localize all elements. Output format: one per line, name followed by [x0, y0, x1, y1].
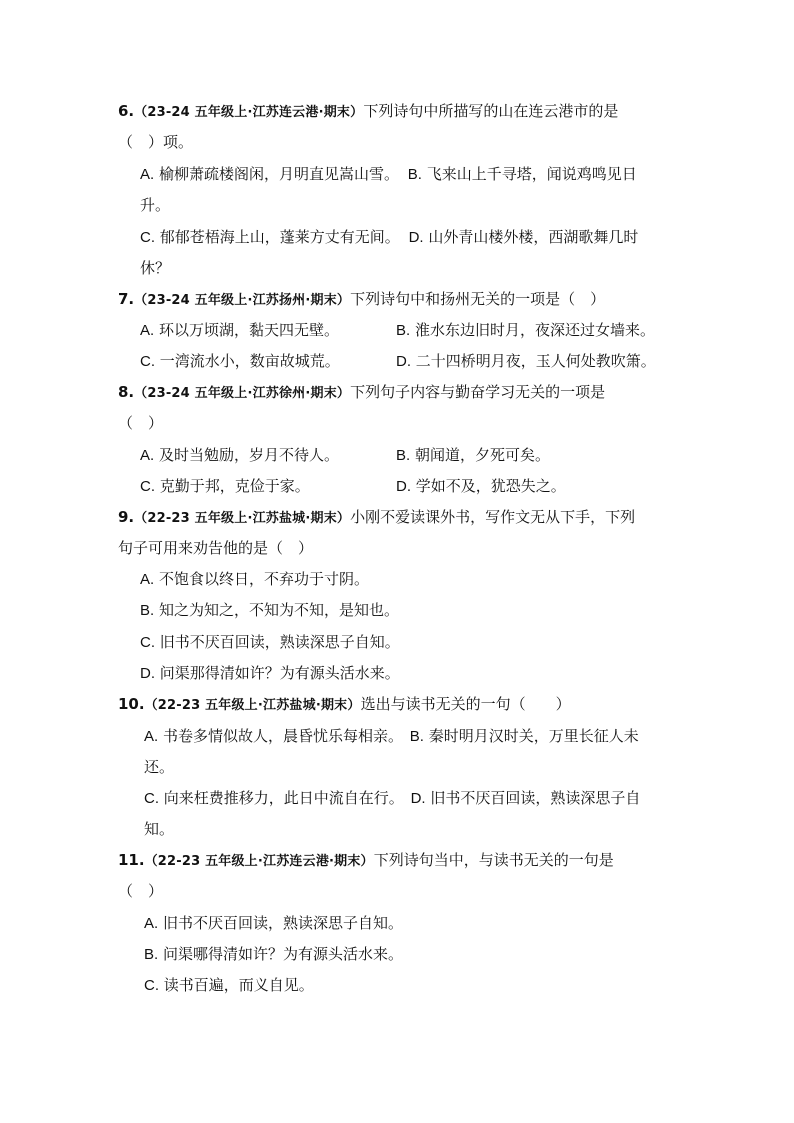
- option-label: C.: [144, 790, 159, 807]
- question-7-option-b: [396, 319, 655, 342]
- question-9-option-c: [140, 631, 400, 654]
- question-number: 10.: [118, 695, 145, 713]
- option-label: A.: [140, 447, 155, 464]
- question-number: 8.: [118, 383, 135, 401]
- question-6-options-wrap-2: [140, 257, 170, 279]
- option-text: 知。: [144, 820, 175, 838]
- question-10-options-row-2: [144, 787, 640, 810]
- option-text: 问渠哪得清如许？为有源头活水来。: [162, 945, 403, 963]
- option-text: 书卷多情似故人，晨昏忧乐每相亲。: [162, 727, 403, 745]
- question-8-options-row-2: [140, 475, 310, 498]
- question-9-option-d: [140, 662, 400, 685]
- option-text: 淮水东边旧时月，夜深还过女墙来。: [414, 321, 655, 339]
- question-9-line-2: [118, 537, 313, 559]
- option-text: 向来枉费推移力，此日中流自在行。: [163, 789, 404, 807]
- question-8-option-d: [396, 475, 566, 498]
- option-label: C.: [140, 634, 155, 651]
- question-11-option-a: [144, 912, 403, 935]
- option-label: B.: [144, 946, 159, 963]
- option-label: B.: [396, 322, 411, 339]
- question-stem: 下列诗句中和扬州无关的一项是（ ）: [350, 290, 606, 308]
- option-text: 二十四桥明月夜，玉人何处教吹箫。: [415, 352, 656, 370]
- question-7-option-d: [396, 350, 656, 373]
- option-text: 升。: [140, 196, 171, 214]
- question-11-line-1: [118, 849, 614, 873]
- question-source: （23-24 五年级上·江苏徐州·期末）: [134, 386, 351, 401]
- question-10-options-wrap-2: [144, 818, 174, 840]
- option-label: D.: [408, 229, 424, 246]
- question-9-option-b: [140, 599, 399, 622]
- option-label: A.: [144, 915, 159, 932]
- question-11-option-c: [144, 974, 314, 997]
- question-number: 7.: [118, 290, 135, 308]
- option-label: A.: [140, 166, 155, 183]
- option-text: 问渠那得清如许？为有源头活水来。: [159, 664, 400, 682]
- option-text: 及时当勉励，岁月不待人。: [158, 446, 339, 464]
- option-text: 环以万顷湖，黏天四无壁。: [158, 321, 339, 339]
- question-10-options-wrap-1: [144, 756, 174, 778]
- question-6-line-1: [118, 100, 618, 124]
- question-stem: 句子可用来劝告他的是（ ）: [118, 539, 314, 557]
- option-text: 读书百遍，而义自见。: [163, 976, 314, 994]
- question-6-options-row-2: [140, 226, 638, 249]
- question-stem: 下列句子内容与勤奋学习无关的一项是: [350, 383, 606, 401]
- question-7-options-row-1: [140, 319, 339, 342]
- option-text: 榆柳萧疏楼阁闲，月明直见嵩山雪。: [158, 165, 399, 183]
- question-number: 11.: [118, 851, 145, 869]
- question-11-line-2: [118, 880, 163, 902]
- question-stem: 下列诗句中所描写的山在连云港市的是: [363, 102, 619, 120]
- question-10-line-1: [118, 693, 571, 717]
- question-stem: 选出与读书无关的一句（ ）: [360, 695, 571, 713]
- option-label: D.: [396, 478, 411, 495]
- question-6-options-row-1: [140, 163, 637, 186]
- question-8-line-1: [118, 381, 605, 405]
- option-label: A.: [140, 571, 155, 588]
- option-label: B.: [407, 166, 422, 183]
- question-6-options-wrap-1: [140, 194, 170, 216]
- option-text: 知之为知之，不知为不知，是知也。: [158, 601, 399, 619]
- answer-blank: （ ）: [118, 882, 164, 900]
- option-text: 旧书不厌百回读，熟读深思子自知。: [159, 633, 400, 651]
- option-text: 郁郁苍梧海上山，蓬莱方丈有无间。: [159, 228, 400, 246]
- option-text: 山外青山楼外楼，西湖歌舞几时: [428, 228, 639, 246]
- option-label: B.: [396, 447, 411, 464]
- answer-blank: （ ）: [118, 414, 164, 432]
- question-source: （22-23 五年级上·江苏盐城·期末）: [144, 698, 361, 713]
- option-text: 飞来山上千寻塔，闻说鸡鸣见日: [426, 165, 637, 183]
- question-9-option-a: [140, 568, 369, 591]
- question-7-options-row-2: [140, 350, 340, 373]
- question-6-line-2: [118, 131, 193, 153]
- question-stem: 下列诗句当中，与读书无关的一句是: [373, 851, 614, 869]
- question-number: 9.: [118, 508, 135, 526]
- question-11-option-b: [144, 943, 403, 966]
- option-label: C.: [140, 229, 155, 246]
- option-text: 旧书不厌百回读，熟读深思子自: [430, 789, 641, 807]
- question-7-line-1: [118, 288, 605, 312]
- option-label: C.: [140, 478, 155, 495]
- option-label: C.: [140, 353, 155, 370]
- question-stem: 小刚不爱读课外书，写作文无从下手，下列: [350, 508, 636, 526]
- question-number: 6.: [118, 102, 135, 120]
- answer-blank: （ ）项。: [118, 133, 194, 151]
- option-label: A.: [144, 728, 159, 745]
- option-label: A.: [140, 322, 155, 339]
- question-source: （22-23 五年级上·江苏连云港·期末）: [144, 854, 374, 869]
- option-text: 旧书不厌百回读，熟读深思子自知。: [162, 914, 403, 932]
- option-text: 朝闻道，夕死可矣。: [414, 446, 550, 464]
- option-text: 秦时明月汉时关，万里长征人未: [428, 727, 639, 745]
- question-8-options-row-1: [140, 444, 339, 467]
- option-text: 休？: [140, 259, 171, 277]
- question-8-option-b: [396, 444, 550, 467]
- option-text: 一湾流水小，数亩故城荒。: [159, 352, 340, 370]
- option-text: 不饱食以终日，不弃功于寸阴。: [158, 570, 369, 588]
- question-source: （23-24 五年级上·江苏连云港·期末）: [134, 105, 364, 120]
- option-label: B.: [409, 728, 424, 745]
- option-text: 还。: [144, 758, 175, 776]
- question-source: （22-23 五年级上·江苏盐城·期末）: [134, 511, 351, 526]
- option-label: C.: [144, 977, 159, 994]
- question-8-line-2: [118, 412, 163, 434]
- option-text: 学如不及，犹恐失之。: [415, 477, 566, 495]
- question-10-options-row-1: [144, 725, 639, 748]
- question-source: （23-24 五年级上·江苏扬州·期末）: [134, 293, 351, 308]
- option-label: D.: [140, 665, 155, 682]
- question-9-line-1: [118, 506, 635, 530]
- option-label: D.: [410, 790, 426, 807]
- option-text: 克勤于邦，克俭于家。: [159, 477, 310, 495]
- option-label: B.: [140, 602, 155, 619]
- option-label: D.: [396, 353, 411, 370]
